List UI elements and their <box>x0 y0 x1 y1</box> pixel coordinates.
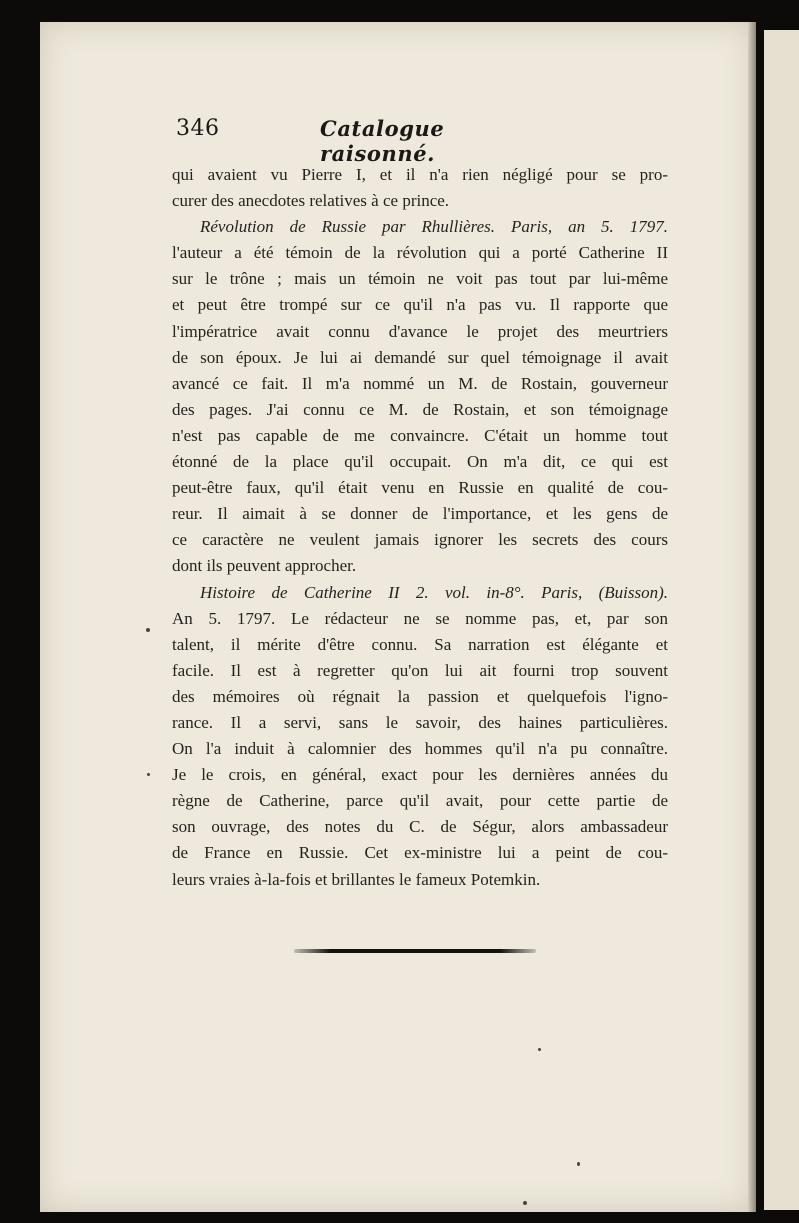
text-line: dont ils peuvent approcher. <box>172 556 357 576</box>
text-line: qui avaient vu Pierre I, et il n'a rien négligé pour se pro- <box>172 165 668 184</box>
page-header <box>176 112 536 166</box>
text-line: Je le crois, en général, exact pour les dernières années du <box>172 765 668 785</box>
text-line: leurs vraies à-la-fois et brillantes le fameux Potemkin. <box>172 869 541 889</box>
text-line: avancé ce fait. Il m'a nommé un M. de Rostain, gouverneur <box>172 373 668 393</box>
text-line: ce caractère ne veulent jamais ignorer les secrets des cours <box>172 530 668 550</box>
text-line: facile. Il est à regretter qu'on lui ait fourni trop souvent <box>172 660 668 680</box>
text-line: de son époux. Je lui ai demandé sur quel témoignage il avait <box>172 347 668 367</box>
text-line: sur le trône ; mais un témoin ne voit pas tout par lui-même <box>172 269 668 289</box>
paper-speck <box>577 1162 580 1166</box>
text-line: peut-être faux, qu'il était venu en Russie en qualité de cou- <box>172 478 668 498</box>
text-line: Révolution de Russie par Rhullières. Paris, an 5. 1797. <box>200 217 668 237</box>
text-line: rance. Il a servi, sans le savoir, des haines particulières. <box>172 712 668 732</box>
page-number: 346 <box>176 116 220 141</box>
text-line: l'auteur a été témoin de la révolution qui a porté Catherine II <box>172 243 668 263</box>
text-line: reur. Il aimait à se donner de l'importance, et les gens de <box>172 504 668 524</box>
text-line: On l'a induit à calomnier des hommes qu'il n'a pu connaître. <box>172 739 668 759</box>
text-line: et peut être trompé sur ce qu'il n'a pas vu. Il rapporte que <box>172 295 668 315</box>
text-line: n'est pas capable de me convaincre. C'était un homme tout <box>172 425 668 445</box>
paper-speck <box>523 1201 527 1205</box>
paper-speck <box>146 628 150 632</box>
facing-page-edge <box>764 30 799 1210</box>
text-line: des mémoires où régnait la passion et quelquefois l'igno- <box>172 686 668 706</box>
page-edge <box>748 22 756 1212</box>
running-title: Catalogue raisonné. <box>320 116 445 166</box>
text-line: l'impératrice avait connu d'avance le projet des meurtriers <box>172 321 668 341</box>
text-line: de France en Russie. Cet ex-ministre lui a peint de cou- <box>172 843 668 863</box>
paper-speck <box>147 773 150 776</box>
body-text <box>172 162 668 893</box>
text-line: règne de Catherine, parce qu'il avait, pour cette partie de <box>172 791 668 811</box>
text-line: Histoire de Catherine II 2. vol. in-8°. Paris, (Buisson). <box>200 582 668 602</box>
text-line: étonné de la place qu'il occupait. On m'a dit, ce qui est <box>172 452 668 472</box>
text-line: des pages. J'ai connu ce M. de Rostain, et son témoignage <box>172 399 668 419</box>
end-rule <box>294 949 536 953</box>
text-line: son ouvrage, des notes du C. de Ségur, alors ambassadeur <box>172 817 668 837</box>
text-line: curer des anecdotes relatives à ce prince. <box>172 191 450 211</box>
paper-speck <box>538 1048 541 1051</box>
text-line: An 5. 1797. Le rédacteur ne se nomme pas, et, par son <box>172 608 668 628</box>
text-line: talent, il mérite d'être connu. Sa narration est élégante et <box>172 634 668 654</box>
